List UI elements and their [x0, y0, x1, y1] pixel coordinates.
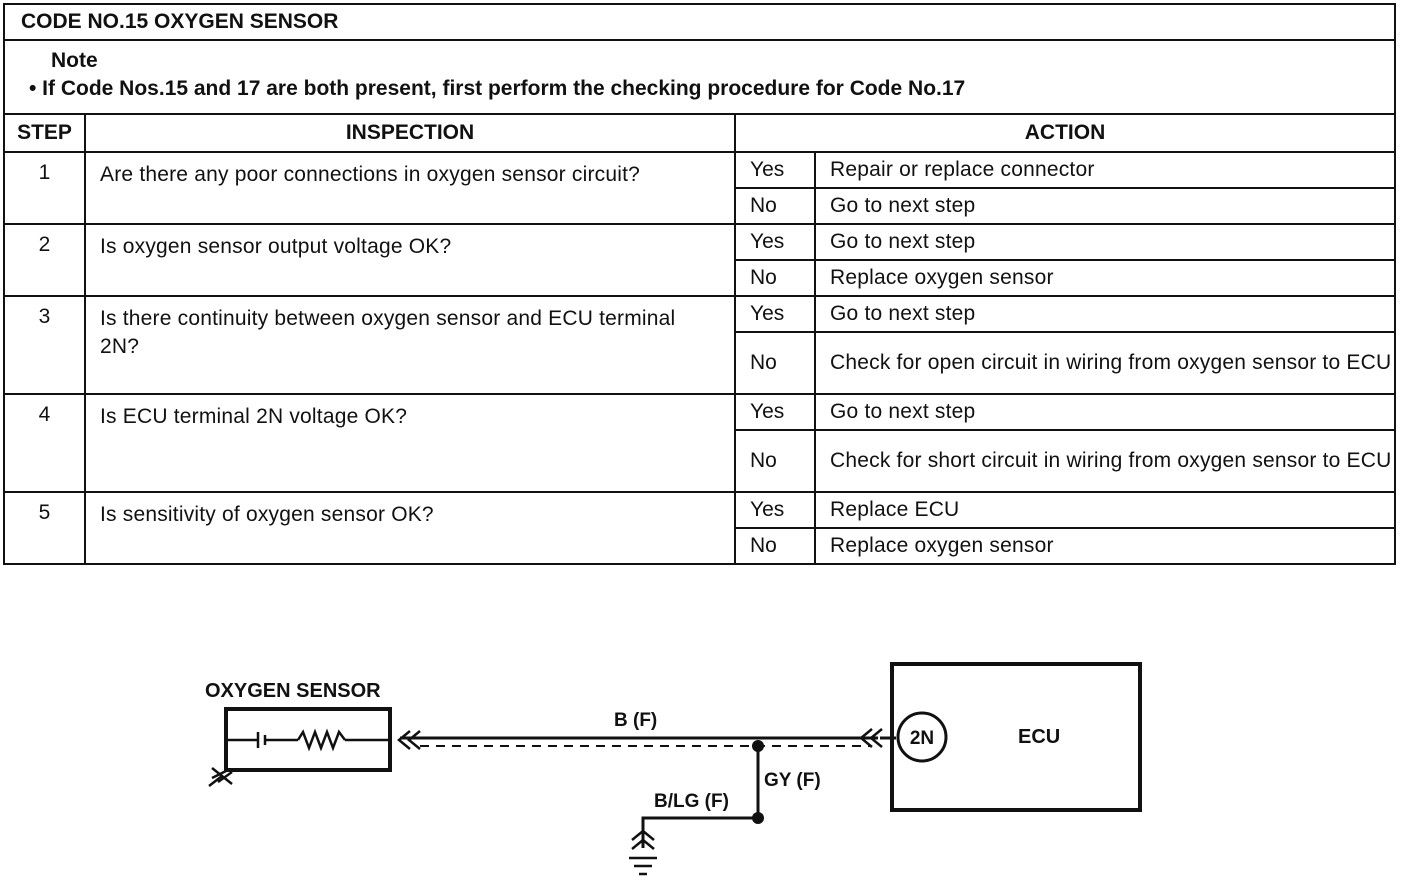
terminal-label: 2N — [909, 728, 935, 749]
note-heading: Note — [51, 49, 98, 72]
yes-action: Go to next step — [815, 296, 1395, 332]
no-action: Go to next step — [815, 188, 1395, 224]
inspection-text: Is ECU terminal 2N voltage OK? — [85, 394, 735, 492]
wiring-diagram — [0, 600, 1408, 884]
wire-ground — [643, 818, 758, 848]
table-row — [4, 224, 1395, 260]
no-label: No — [735, 332, 815, 394]
no-label: No — [735, 430, 815, 492]
note-text: • If Code Nos.15 and 17 are both present, first perform the checking procedure for Code No.17 — [29, 77, 966, 100]
no-label: No — [735, 188, 815, 224]
wire-branch-label: GY (F) — [764, 770, 821, 791]
yes-label: Yes — [735, 152, 815, 188]
table-title: CODE NO.15 OXYGEN SENSOR — [4, 4, 1395, 40]
yes-action: Go to next step — [815, 394, 1395, 430]
no-label: No — [735, 528, 815, 564]
yes-label: Yes — [735, 224, 815, 260]
step-number: 4 — [4, 394, 85, 492]
yes-action: Go to next step — [815, 224, 1395, 260]
yes-action: Replace ECU — [815, 492, 1395, 528]
header-inspection: INSPECTION — [85, 114, 735, 152]
table-row — [4, 394, 1395, 430]
inspection-text: Is sensitivity of oxygen sensor OK? — [85, 492, 735, 564]
diagnosis-table — [3, 3, 1396, 565]
yes-action: Repair or replace connector — [815, 152, 1395, 188]
step-number: 5 — [4, 492, 85, 564]
step-number: 1 — [4, 152, 85, 224]
no-action: Replace oxygen sensor — [815, 528, 1395, 564]
ecu-label: ECU — [1018, 726, 1061, 748]
inspection-text: Is there continuity between oxygen sensor and ECU terminal 2N? — [85, 296, 735, 394]
header-action: ACTION — [735, 114, 1395, 152]
no-action: Check for short circuit in wiring from oxygen sensor to ECU — [815, 430, 1395, 492]
yes-label: Yes — [735, 492, 815, 528]
header-step: STEP — [4, 114, 85, 152]
sensor-symbol-icon — [228, 732, 388, 748]
inspection-text: Is oxygen sensor output voltage OK? — [85, 224, 735, 296]
sensor-label: OXYGEN SENSOR — [205, 680, 381, 702]
no-action: Check for open circuit in wiring from oxygen sensor to ECU — [815, 332, 1395, 394]
no-action: Replace oxygen sensor — [815, 260, 1395, 296]
wire-ground-label: B/LG (F) — [654, 791, 729, 812]
yes-label: Yes — [735, 394, 815, 430]
step-number: 3 — [4, 296, 85, 394]
table-row — [4, 152, 1395, 188]
yes-label: Yes — [735, 296, 815, 332]
table-row — [4, 296, 1395, 332]
inspection-text: Are there any poor connections in oxygen sensor circuit? — [85, 152, 735, 224]
connector-chevron-icon — [399, 731, 420, 749]
note-box — [4, 40, 1395, 114]
wire-main-label: B (F) — [614, 710, 658, 731]
table-row — [4, 492, 1395, 528]
no-label: No — [735, 260, 815, 296]
step-number: 2 — [4, 224, 85, 296]
